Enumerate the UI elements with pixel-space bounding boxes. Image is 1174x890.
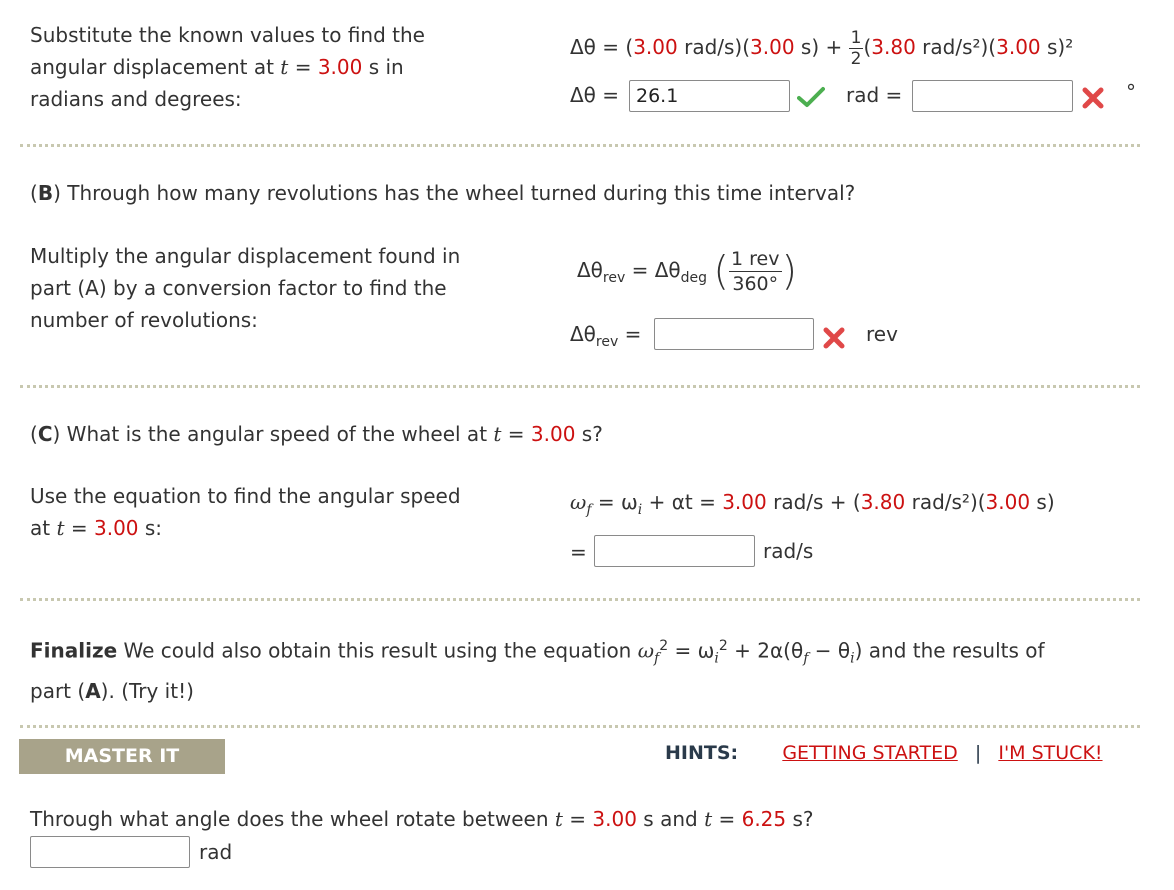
finalize-paragraph bbox=[30, 630, 1140, 707]
eq-value: 3.00 bbox=[996, 35, 1041, 59]
finalize-line1: Finalize We could also obtain this result using the equation $\omega_f^2 = \omega_i^2 + 2\alpha(\theta_f - \theta_i)$ and the results of bbox=[30, 638, 1045, 667]
partA-equation bbox=[570, 28, 1073, 69]
eq-text: + 2α(θ bbox=[727, 638, 804, 663]
section-divider bbox=[20, 725, 1140, 728]
equals: = bbox=[562, 807, 593, 831]
subscript: deg bbox=[680, 270, 708, 286]
subscript: i bbox=[850, 650, 855, 667]
var-t: t bbox=[704, 807, 713, 831]
getting-started-link[interactable]: GETTING STARTED bbox=[782, 742, 958, 764]
partC-equation bbox=[570, 490, 1055, 518]
partA-instr-text: angular displacement at bbox=[30, 55, 281, 79]
instr-text: at bbox=[30, 516, 57, 540]
omega: ω bbox=[637, 638, 655, 663]
finalize-text: and the results of bbox=[862, 638, 1045, 663]
eq-value: 3.80 bbox=[871, 35, 916, 59]
eq-text: ) bbox=[854, 638, 863, 663]
conversion-fraction bbox=[729, 247, 781, 296]
master-question bbox=[30, 803, 814, 835]
subscript: rev bbox=[602, 270, 626, 286]
section-divider bbox=[20, 144, 1140, 147]
equals: = bbox=[501, 422, 531, 446]
partC-angular-speed-input[interactable] bbox=[594, 535, 755, 567]
partB-question: (B) Through how many revolutions has the wheel turned during this time interval? bbox=[30, 181, 856, 205]
fraction-half bbox=[849, 28, 864, 69]
partB-unit: rev bbox=[866, 322, 898, 346]
var-t: t bbox=[280, 55, 289, 79]
partC-unit: rad/s bbox=[763, 539, 814, 563]
subscript: f bbox=[586, 502, 592, 518]
eq-text: s)² bbox=[1040, 35, 1074, 59]
eq-value: 3.00 bbox=[750, 35, 795, 59]
eq-text: rad/s²)( bbox=[915, 35, 997, 59]
finalize-label: Finalize bbox=[30, 638, 118, 663]
var-t: t bbox=[56, 516, 65, 540]
equals: = bbox=[618, 322, 642, 346]
partA-answer-lhs: Δθ = bbox=[570, 83, 620, 107]
part-label: B bbox=[37, 181, 54, 205]
subscript: i bbox=[714, 650, 719, 667]
part-label: A bbox=[85, 678, 101, 703]
left-paren: ( bbox=[713, 248, 730, 295]
degree-symbol: ° bbox=[1126, 80, 1136, 104]
partB-equation bbox=[577, 247, 797, 296]
time-value: 3.00 bbox=[530, 422, 576, 446]
eq-symbol: Δθ bbox=[570, 322, 596, 346]
var-t: t bbox=[554, 807, 563, 831]
finalize-text: ). (Try it!) bbox=[100, 678, 194, 703]
time-value: 3.00 bbox=[317, 55, 363, 79]
time-value: 6.25 bbox=[741, 807, 787, 831]
eq-text: rad/s²)( bbox=[905, 490, 986, 514]
eq-text: − θ bbox=[808, 638, 851, 663]
frac-den: 2 bbox=[850, 49, 862, 69]
var-t: t bbox=[493, 422, 502, 446]
subscript: i bbox=[637, 502, 643, 518]
question-text: Through what angle does the wheel rotate between bbox=[30, 807, 555, 831]
partC-instr-line2 bbox=[30, 512, 461, 544]
section-divider bbox=[20, 385, 1140, 388]
eq-value: 3.00 bbox=[985, 490, 1031, 514]
partA-instr-text: s in bbox=[362, 55, 404, 79]
eq-text: s) + bbox=[794, 35, 849, 59]
eq-symbol: Δθ bbox=[577, 258, 603, 282]
subscript: f bbox=[654, 650, 660, 667]
question-text: s? bbox=[786, 807, 814, 831]
eq-value: 3.80 bbox=[860, 490, 906, 514]
omega: ω bbox=[570, 490, 587, 514]
partB-instr-line2: part (A) by a conversion factor to find the bbox=[30, 276, 447, 300]
eq-text: s) bbox=[1030, 490, 1055, 514]
partA-radians-input[interactable] bbox=[629, 80, 790, 112]
eq-value: 3.00 bbox=[722, 490, 767, 514]
eq-text: + αt = bbox=[642, 490, 723, 514]
partA-instructions bbox=[30, 19, 425, 115]
frac-num: 1 bbox=[850, 28, 862, 48]
partB-answer-lhs bbox=[570, 322, 641, 350]
eq-text: = ω bbox=[668, 638, 715, 663]
partC-answer-eq: = bbox=[570, 540, 587, 564]
eq-value: 3.00 bbox=[633, 35, 678, 59]
frac-den: 360° bbox=[732, 273, 779, 295]
hint-separator: | bbox=[974, 742, 982, 764]
im-stuck-link[interactable]: I'M STUCK! bbox=[998, 742, 1103, 764]
part-label: C bbox=[37, 422, 53, 446]
question-text: s? bbox=[575, 422, 603, 446]
question-text: s and bbox=[636, 807, 705, 831]
eq-text: rad/s)( bbox=[677, 35, 751, 59]
eq-text: = Δθ bbox=[625, 258, 681, 282]
time-value: 3.00 bbox=[94, 516, 139, 540]
partC-instr-line1: Use the equation to find the angular speed bbox=[30, 484, 461, 508]
equals: = bbox=[64, 516, 94, 540]
partA-instr-line1: Substitute the known values to find the bbox=[30, 23, 425, 47]
question-text: What is the angular speed of the wheel at bbox=[60, 422, 494, 446]
subscript: rev bbox=[595, 334, 619, 350]
time-value: 3.00 bbox=[592, 807, 637, 831]
partA-rad-label: rad = bbox=[846, 83, 903, 107]
finalize-text: We could also obtain this result using the equation bbox=[117, 638, 638, 663]
partA-instr-line2 bbox=[30, 51, 425, 83]
subscript: f bbox=[803, 650, 809, 667]
partB-instr-line1: Multiply the angular displacement found in bbox=[30, 244, 461, 268]
partB-revolutions-input[interactable] bbox=[654, 318, 814, 350]
x-mark-icon bbox=[822, 326, 846, 350]
partB-instr-line3: number of revolutions: bbox=[30, 308, 258, 332]
hints-bar bbox=[665, 742, 1103, 764]
finalize-line2 bbox=[30, 675, 1140, 707]
master-unit: rad bbox=[199, 840, 233, 864]
section-divider bbox=[20, 598, 1140, 601]
finalize-text: part ( bbox=[30, 678, 86, 703]
eq-lhs: Δθ = bbox=[570, 35, 626, 59]
question-text: Through how many revolutions has the wheel turned during this time interval? bbox=[60, 181, 856, 205]
master-it-header: MASTER IT bbox=[19, 739, 225, 774]
eq-text: = ω bbox=[591, 490, 638, 514]
eq-text: ( bbox=[625, 35, 634, 59]
eq-text: ( bbox=[863, 35, 872, 59]
partC-instructions bbox=[30, 480, 461, 544]
equals: = bbox=[712, 807, 742, 831]
frac-num: 1 rev bbox=[731, 248, 780, 270]
checkmark-icon bbox=[797, 86, 825, 108]
eq-text: rad/s + ( bbox=[766, 490, 861, 514]
right-paren: ) bbox=[781, 248, 798, 295]
equals: = bbox=[288, 55, 318, 79]
x-mark-icon bbox=[1081, 86, 1105, 110]
master-angle-input[interactable] bbox=[30, 836, 190, 868]
partC-question: (C) What is the angular speed of the wheel at t = 3.00 s? bbox=[30, 422, 603, 446]
partA-instr-line3: radians and degrees: bbox=[30, 87, 242, 111]
partB-instructions bbox=[30, 240, 460, 336]
instr-text: s: bbox=[138, 516, 163, 540]
hints-label: HINTS: bbox=[665, 742, 739, 764]
partA-degrees-input[interactable] bbox=[912, 80, 1073, 112]
